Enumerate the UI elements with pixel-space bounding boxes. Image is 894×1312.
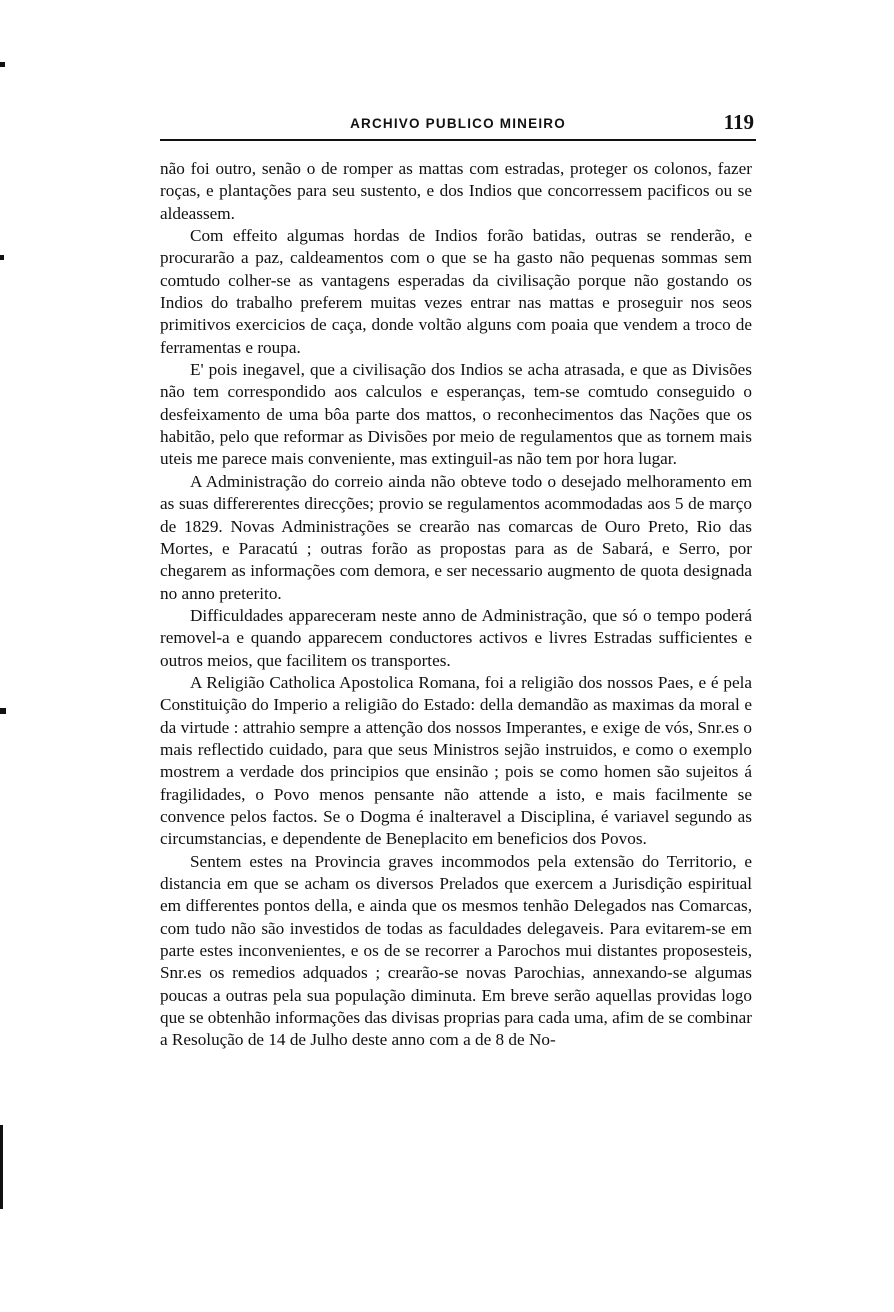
running-head	[160, 104, 756, 134]
margin-mark	[0, 708, 6, 714]
margin-mark	[0, 62, 5, 67]
running-title: ARCHIVO PUBLICO MINEIRO	[350, 116, 566, 131]
paragraph: não foi outro, senão o de romper as mattas com estradas, proteger os colonos, fazer roças, e plantações para seu sustento, e dos Indios que concorressem pacificos ou se aldeassem.	[160, 159, 752, 223]
margin-mark	[0, 1125, 3, 1209]
paragraph: E' pois inegavel, que a civilisação dos Indios se acha atrasada, e que as Divisões não tem correspondido aos calculos e esperanças, tem-se comtudo conseguido o desfeixamento de uma bôa parte dos mattos, o reconhecimentos das Nações que os habitão, pelo que reformar as Divisões por meio de regulamentos que as tornem mais uteis me parece mais conveniente, mas extinguil-as não tem por hora lugar.	[160, 360, 752, 469]
paragraph: Difficuldades appareceram neste anno de Administração, que só o tempo poderá removel-a e quando apparecem conductores activos e livres Estradas sufficientes e outros meios, que facilitem os transportes.	[160, 605, 752, 670]
paragraph: Com effeito algumas hordas de Indios forão batidas, outras se renderão, e procurarão a paz, caldeamentos com o que se ha gasto não pequenas sommas sem comtudo colher-se as vantagens esperadas da civilisação porque não gostando os Indios do trabalho preferem muitas vezes entrar nas mattas e proseguir nos seos primitivos exercicios de caça, donde voltão alguns com poaia que vendem a troco de ferramentas e roupa.	[160, 226, 752, 357]
header-rule	[160, 139, 756, 141]
paragraph: A Religião Catholica Apostolica Romana, foi a religião dos nossos Paes, e é pela Constituição do Imperio a religião do Estado: della demandão as maximas da moral e da virtude : attrahio sempre a attenção dos nossos Imperantes, e exige de vós, Snr.es o mais reflectido cuidado, para que seus Ministros sejão instruidos, e como o exemplo mostrem a verdade dos principios que ensinão ; pois se como homen são sujeitos á fragilidades, o Povo menos pensante não attende a isto, e mais facilmente se convence pelos factos. Se o Dogma é inalteravel a Disciplina, é variavel segundo as circumstancias, e dependente de Beneplacito em beneficios dos Povos.	[160, 672, 752, 849]
margin-mark	[0, 255, 4, 260]
paragraph: A Administração do correio ainda não obteve todo o desejado melhoramento em as suas differerentes direcções; provio se regulamentos acommodadas aos 5 de março de 1829. Novas Administrações se crearão nas comarcas de Ouro Preto, Rio das Mortes, e Paracatú ; outras forão as propostas para as de Sabará, e Serro, por chegarem as informações com demora, e ser necessario augmento de quota designada no anno preterito.	[160, 471, 752, 603]
body-text	[160, 158, 752, 1052]
page-number: 119	[723, 110, 754, 134]
paragraph: Sentem estes na Provincia graves incommodos pela extensão do Territorio, e distancia em que se acham os diversos Prelados que exercem a Jurisdição espiritual em differentes pontos della, e ainda que os mesmos tenhão Delegados nas Comarcas, com tudo não são investidos de todas as faculdades delegaveis. Para evitarem-se em parte estes inconvenientes, e os de se recorrer a Parochos mui distantes proposesteis, Snr.es os remedios adquados ; crearão-se novas Parochias, annexando-se algumas poucas a outras pela sua população diminuta. Em breve serão aquellas providas logo que se obtenhão informações das divisas proprias para cada uma, afim de se combinar a Resolução de 14 de Julho deste anno com a de 8 de No-	[160, 851, 752, 1050]
